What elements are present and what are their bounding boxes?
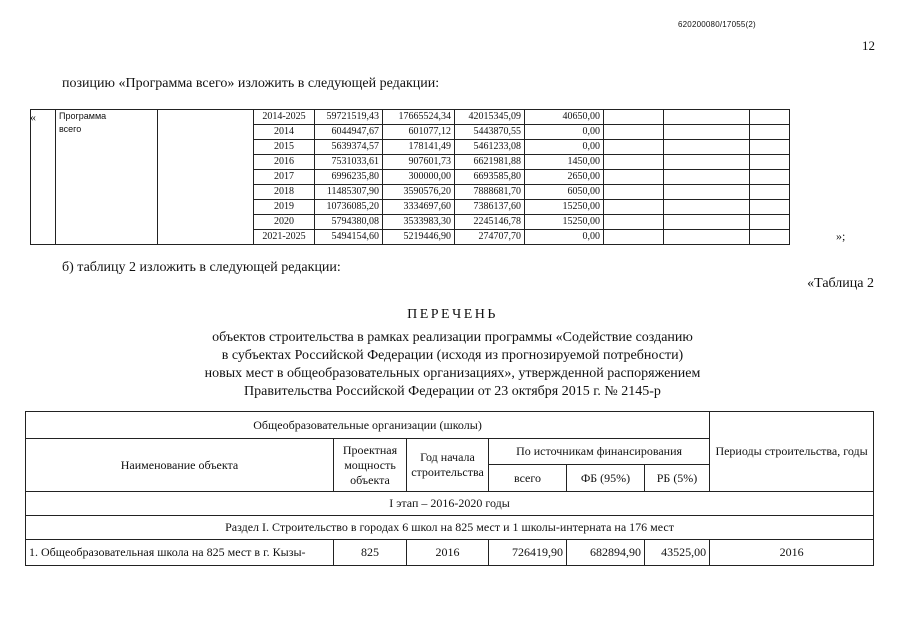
fb-cell: 601077,12 — [383, 125, 455, 140]
program-total-table-body — [31, 110, 846, 245]
stage-row — [26, 492, 874, 516]
extra-cell: 2650,00 — [525, 170, 604, 185]
fb-cell: 300000,00 — [383, 170, 455, 185]
blank-cell — [750, 230, 790, 245]
rb-cell: 2245146,78 — [455, 215, 525, 230]
period-cell: 2014 — [254, 125, 315, 140]
period-cell: 2016 — [254, 155, 315, 170]
blank-cell — [664, 215, 750, 230]
total-cell: 59721519,43 — [315, 110, 383, 125]
blank-cell — [664, 155, 750, 170]
rb-header-cell: РБ (5%) — [645, 465, 710, 492]
blank-cell — [664, 230, 750, 245]
period-cell: 2015 — [254, 140, 315, 155]
blank-cell — [750, 125, 790, 140]
total-cell: 11485307,90 — [315, 185, 383, 200]
blank-cell — [750, 140, 790, 155]
total-cell: 6044947,67 — [315, 125, 383, 140]
section-b-paragraph: б) таблицу 2 изложить в следующей редакции: — [62, 260, 341, 275]
total-cell: 7531033,61 — [315, 155, 383, 170]
blank-cell — [604, 200, 664, 215]
extra-cell: 1450,00 — [525, 155, 604, 170]
table1-open-quote: « — [30, 110, 36, 124]
program-label-line-1: Программа — [59, 111, 107, 121]
group-header-cell: Общеобразовательные организации (школы) — [26, 412, 710, 439]
blank-cell — [750, 170, 790, 185]
document-id: 620200080/17055(2) — [678, 20, 756, 29]
objects-table — [25, 411, 874, 566]
blank-cell — [604, 110, 664, 125]
extra-cell: 15250,00 — [525, 200, 604, 215]
blank-cell — [664, 170, 750, 185]
blank-cell — [158, 110, 254, 245]
rb-cell: 5443870,55 — [455, 125, 525, 140]
blank-cell — [31, 110, 56, 245]
program-label-line-2: всего — [59, 124, 82, 134]
rb-cell: 42015345,09 — [455, 110, 525, 125]
title-line-1: объектов строительства в рамках реализации программы «Содействие созданию — [212, 330, 693, 345]
fb-cell: 3590576,20 — [383, 185, 455, 200]
name-header-cell: Наименование объекта — [26, 439, 334, 492]
section-cell: Раздел I. Строительство в городах 6 школ на 825 мест и 1 школы-интерната на 176 мест — [26, 516, 874, 540]
funding-header-cell: По источникам финансирования — [489, 439, 710, 465]
blank-cell — [750, 215, 790, 230]
rb-cell: 5461233,08 — [455, 140, 525, 155]
program-total-table — [30, 109, 846, 245]
fb-cell: 178141,49 — [383, 140, 455, 155]
blank-cell — [664, 140, 750, 155]
rb-cell: 6693585,80 — [455, 170, 525, 185]
extra-cell: 40650,00 — [525, 110, 604, 125]
capacity-header-cell: Проектная мощность объекта — [334, 439, 407, 492]
period-cell: 2019 — [254, 200, 315, 215]
page-number: 12 — [862, 38, 875, 53]
extra-cell: 0,00 — [525, 125, 604, 140]
period-cell: 2020 — [254, 215, 315, 230]
total-cell: 5639374,57 — [315, 140, 383, 155]
total-cell: 6996235,80 — [315, 170, 383, 185]
period-cell: 2018 — [254, 185, 315, 200]
extra-cell: 0,00 — [525, 230, 604, 245]
blank-cell — [664, 185, 750, 200]
fb-cell: 5219446,90 — [383, 230, 455, 245]
extra-cell: 6050,00 — [525, 185, 604, 200]
blank-cell — [604, 140, 664, 155]
object-name-cell: 1. Общеобразовательная школа на 825 мест в г. Кызы- — [26, 540, 334, 566]
rb-cell: 274707,70 — [455, 230, 525, 245]
section-row — [26, 516, 874, 540]
blank-cell — [664, 125, 750, 140]
program-label-cell — [56, 110, 158, 245]
total-cell: 5494154,60 — [315, 230, 383, 245]
fb-cell: 907601,73 — [383, 155, 455, 170]
extra-cell: 0,00 — [525, 140, 604, 155]
periods-header-cell: Периоды строительства, годы — [710, 412, 874, 492]
blank-cell — [664, 110, 750, 125]
period-cell: 2014-2025 — [254, 110, 315, 125]
title-line-2: в субъектах Российской Федерации (исходя из прогнозируемой потребности) — [221, 348, 684, 363]
blank-cell — [604, 170, 664, 185]
title-line-3: новых мест в общеобразовательных организациях», утвержденной распоряжением — [204, 366, 701, 381]
blank-cell — [604, 185, 664, 200]
total-cell: 5794380,08 — [315, 215, 383, 230]
fb-cell: 3334697,60 — [383, 200, 455, 215]
capacity-cell: 825 — [334, 540, 407, 566]
extra-cell: 15250,00 — [525, 215, 604, 230]
title-line-4: Правительства Российской Федерации от 23 октября 2015 г. № 2145-р — [244, 384, 661, 399]
total-header-cell: всего — [489, 465, 567, 492]
rb-cell: 6621981,88 — [455, 155, 525, 170]
blank-cell — [664, 200, 750, 215]
blank-cell — [750, 155, 790, 170]
blank-cell — [750, 110, 790, 125]
period-cell: 2016 — [710, 540, 874, 566]
fb-header-cell: ФБ (95%) — [567, 465, 645, 492]
blank-cell — [604, 155, 664, 170]
period-cell: 2017 — [254, 170, 315, 185]
fb-cell: 682894,90 — [567, 540, 645, 566]
document-heading: ПЕРЕЧЕНЬ — [407, 307, 498, 322]
blank-cell — [750, 185, 790, 200]
start-year-header-cell: Год начала строительства — [407, 439, 489, 492]
table-row — [31, 110, 843, 125]
blank-cell — [604, 215, 664, 230]
total-cell: 10736085,20 — [315, 200, 383, 215]
rb-cell: 7888681,70 — [455, 185, 525, 200]
table1-close-quote: »; — [836, 229, 846, 243]
rb-cell: 7386137,60 — [455, 200, 525, 215]
fb-cell: 17665524,34 — [383, 110, 455, 125]
table2-header-row-1 — [26, 412, 874, 439]
total-cell: 726419,90 — [489, 540, 567, 566]
blank-cell — [750, 200, 790, 215]
blank-cell — [604, 230, 664, 245]
table2-label: «Таблица 2 — [807, 276, 874, 291]
stage-cell: I этап – 2016-2020 годы — [26, 492, 874, 516]
fb-cell: 3533983,30 — [383, 215, 455, 230]
intro-paragraph: позицию «Программа всего» изложить в следующей редакции: — [62, 76, 440, 91]
rb-cell: 43525,00 — [645, 540, 710, 566]
start-year-cell: 2016 — [407, 540, 489, 566]
blank-cell — [604, 125, 664, 140]
table-row — [26, 540, 874, 566]
period-cell: 2021-2025 — [254, 230, 315, 245]
